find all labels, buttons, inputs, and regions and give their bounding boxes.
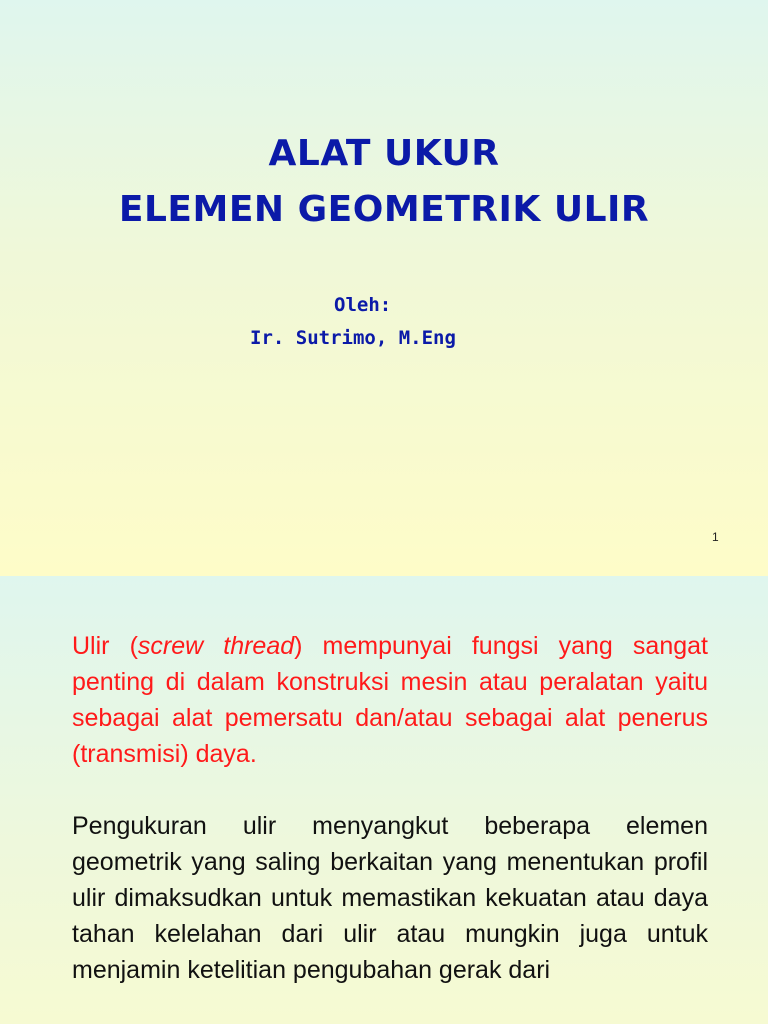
paragraph-screw-thread-function (72, 628, 708, 772)
para1-text-after: ) mempunyai fungsi yang sangat penting di dalam konstruksi mesin atau peralatan yaitu sebagai alat pemersatu dan/atau sebagai alat penerus (transmisi) daya. (72, 632, 708, 768)
author-label: Oleh: (334, 294, 392, 316)
slide-title-line-2: ELEMEN GEOMETRIK ULIR (118, 189, 650, 230)
para1-text-before: Ulir ( (72, 632, 138, 660)
slide-2 (0, 576, 768, 1024)
author-name: Ir. Sutrimo, M.Eng (250, 327, 456, 349)
slide-title-line-1: ALAT UKUR (268, 133, 500, 174)
slide-number: 1 (712, 530, 719, 544)
paragraph-thread-measurement: Pengukuran ulir menyangkut beberapa elemen geometrik yang saling berkaitan yang menentukan profil ulir dimaksudkan untuk memastikan kekuatan atau daya tahan kelelahan dari ulir atau mungkin juga untuk menjamin ketelitian pengubahan gerak dari (72, 812, 708, 984)
para1-emphasis: screw thread (137, 632, 295, 660)
